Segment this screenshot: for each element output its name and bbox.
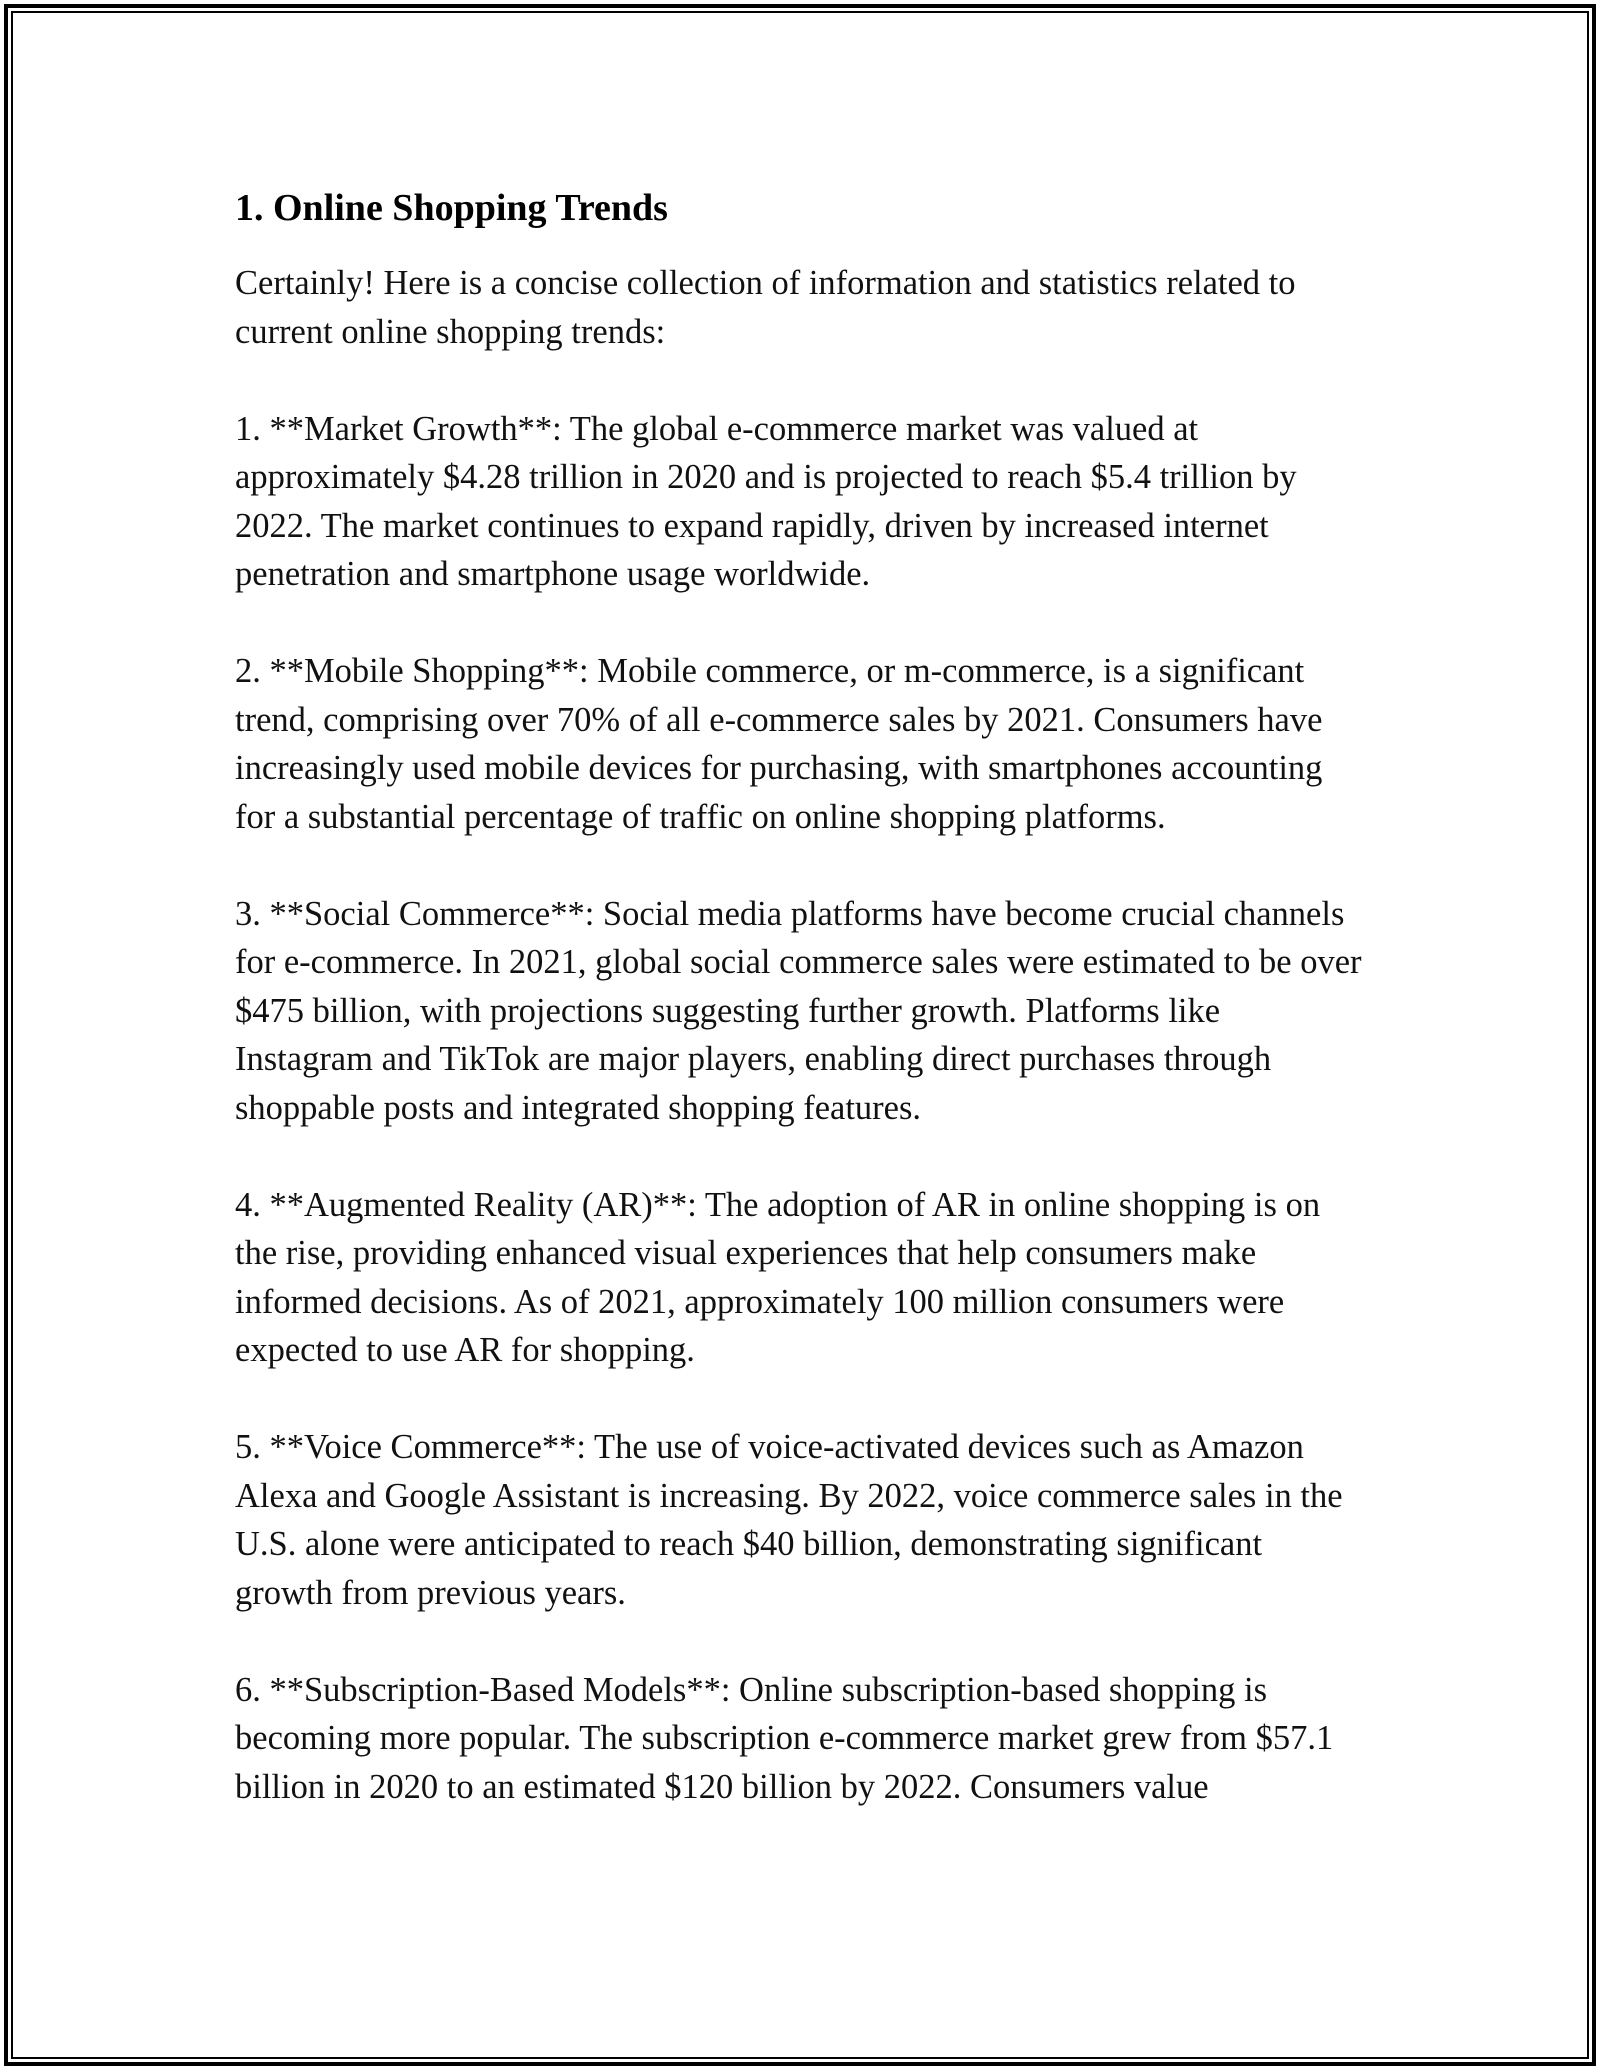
paragraph-social-commerce: 3. **Social Commerce**: Social media platforms have become crucial channels for e-commerce. In 2021, global social commerce sales were estimated to be over $475 billion, with projections suggesting further growth. Platforms like Instagram and TikTok are major players, enabling direct purchases through shoppable posts and integrated shopping features.: [235, 894, 1362, 1127]
paragraph-mobile-shopping: 2. **Mobile Shopping**: Mobile commerce, or m-commerce, is a significant trend, comprising over 70% of all e-commerce sales by 2021. Consumers have increasingly used mobile devices for purchasing, with smartphones accounting for a substantial percentage of traffic on online shopping platforms.: [235, 652, 1323, 836]
paragraph-market-growth: 1. **Market Growth**: The global e-commerce market was valued at approximately $4.28 trillion in 2020 and is projected to reach $5.4 trillion by 2022. The market continues to expand rapidly, driven by increased internet penetration and smartphone usage worldwide.: [235, 409, 1297, 593]
paragraph-voice-commerce: 5. **Voice Commerce**: The use of voice-activated devices such as Amazon Alexa and Google Assistant is increasing. By 2022, voice commerce sales in the U.S. alone were anticipated to reach $40 billion, demonstrating significant growth from previous years.: [235, 1428, 1343, 1612]
paragraph-subscription-models: 6. **Subscription-Based Models**: Online subscription-based shopping is becoming more popular. The subscription e-commerce market grew from $57.1 billion in 2020 to an estimated $120 billion by 2022. Consumers value: [235, 1670, 1334, 1806]
paragraph-augmented-reality: 4. **Augmented Reality (AR)**: The adoption of AR in online shopping is on the rise, providing enhanced visual experiences that help consumers make informed decisions. As of 2021, approximately 100 million consumers were expected to use AR for shopping.: [235, 1185, 1321, 1369]
intro-paragraph: Certainly! Here is a concise collection of information and statistics related to current online shopping trends:: [235, 264, 1296, 351]
section-heading: 1. Online Shopping Trends: [235, 187, 668, 229]
document-body: [235, 185, 1365, 1860]
